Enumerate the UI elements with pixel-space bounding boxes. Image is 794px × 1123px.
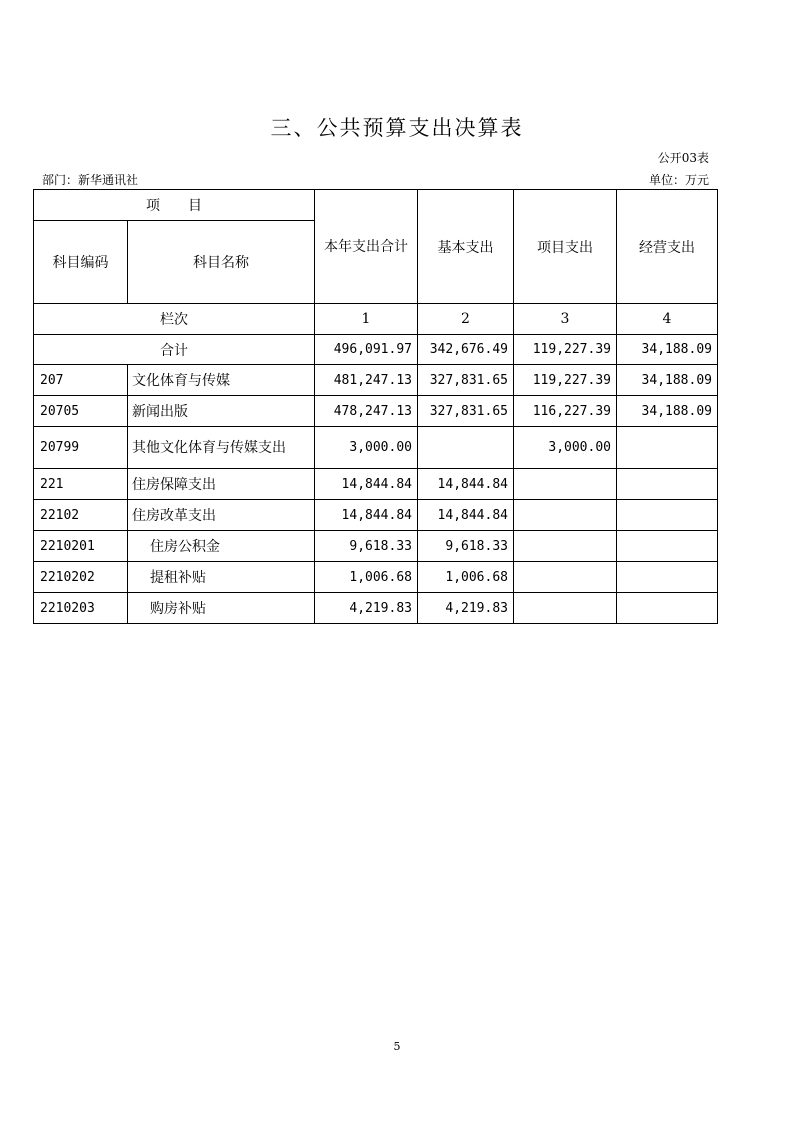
total-row [34,335,718,365]
column-index: 4 [617,304,718,335]
table-row [34,593,718,624]
cell-value [514,500,617,531]
table-row [34,469,718,500]
cell-value: 481,247.13 [315,365,418,396]
subject-name: 文化体育与传媒 [128,365,315,396]
cell-value: 34,188.09 [617,365,718,396]
table-row [34,396,718,427]
column-index: 3 [514,304,617,335]
column-index-label: 栏次 [34,304,315,335]
cell-value: 327,831.65 [418,396,514,427]
budget-table [33,189,718,624]
header-subject-name: 科目名称 [128,221,315,304]
table-row [34,562,718,593]
column-index: 2 [418,304,514,335]
subject-name: 住房改革支出 [128,500,315,531]
header-basic-expenditure: 基本支出 [418,190,514,304]
cell-value [514,562,617,593]
cell-value: 9,618.33 [315,531,418,562]
table-row [34,365,718,396]
total-value: 342,676.49 [418,335,514,365]
header-operating-expenditure: 经营支出 [617,190,718,304]
cell-value [514,593,617,624]
cell-value: 14,844.84 [418,500,514,531]
cell-value: 4,219.83 [315,593,418,624]
total-label: 合计 [34,335,315,365]
subject-code: 22102 [34,500,128,531]
cell-value: 14,844.84 [315,469,418,500]
header-project-expenditure: 项目支出 [514,190,617,304]
header-project: 项 目 [34,190,315,221]
header-subject-code: 科目编码 [34,221,128,304]
subject-code: 2210203 [34,593,128,624]
cell-value [514,531,617,562]
cell-value: 116,227.39 [514,396,617,427]
cell-value: 327,831.65 [418,365,514,396]
subject-code: 20799 [34,427,128,469]
cell-value: 1,006.68 [315,562,418,593]
cell-value: 3,000.00 [315,427,418,469]
cell-value [617,593,718,624]
page-title: 三、公共预算支出决算表 [270,116,524,140]
total-value: 34,188.09 [617,335,718,365]
department-label: 部门：新华通讯社 [42,173,139,187]
total-value: 119,227.39 [514,335,617,365]
form-code: 公开03表 [657,151,709,165]
cell-value: 1,006.68 [418,562,514,593]
subject-code: 207 [34,365,128,396]
cell-value [617,500,718,531]
subject-name: 购房补贴 [128,593,315,624]
column-index: 1 [315,304,418,335]
table-row [34,500,718,531]
cell-value: 9,618.33 [418,531,514,562]
cell-value: 478,247.13 [315,396,418,427]
cell-value [617,562,718,593]
header-total-expenditure: 本年支出合计 [315,190,418,304]
cell-value [617,427,718,469]
cell-value [617,469,718,500]
unit-label: 单位：万元 [648,173,709,187]
table-row [34,427,718,469]
cell-value [514,469,617,500]
subject-name: 住房公积金 [128,531,315,562]
cell-value: 14,844.84 [315,500,418,531]
cell-value: 119,227.39 [514,365,617,396]
cell-value [617,531,718,562]
subject-name: 新闻出版 [128,396,315,427]
subject-code: 221 [34,469,128,500]
subject-code: 2210201 [34,531,128,562]
subject-name: 其他文化体育与传媒支出 [128,427,315,469]
cell-value: 14,844.84 [418,469,514,500]
cell-value: 34,188.09 [617,396,718,427]
subject-code: 20705 [34,396,128,427]
table-row [34,531,718,562]
page-number: 5 [393,1040,401,1053]
cell-value: 3,000.00 [514,427,617,469]
cell-value: 4,219.83 [418,593,514,624]
total-value: 496,091.97 [315,335,418,365]
subject-name: 住房保障支出 [128,469,315,500]
subject-code: 2210202 [34,562,128,593]
cell-value [418,427,514,469]
subject-name: 提租补贴 [128,562,315,593]
